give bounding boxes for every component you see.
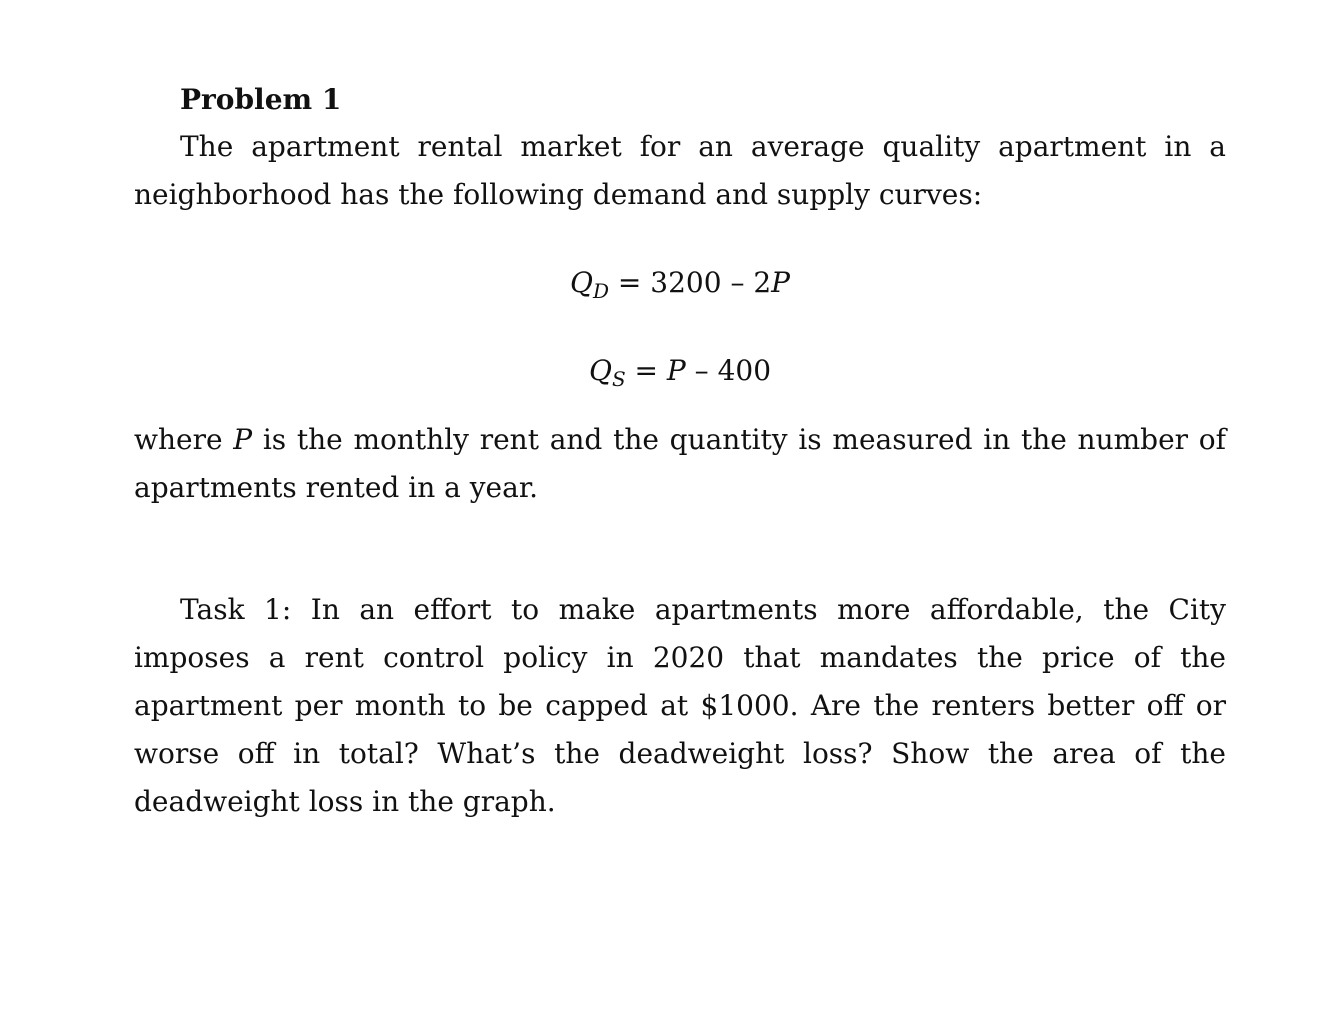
where-paragraph [134, 416, 1226, 512]
demand-subscript: D [592, 279, 610, 303]
supply-equation [0, 351, 1324, 391]
demand-p: P [771, 266, 790, 299]
where-var: P [233, 423, 253, 456]
supply-q: Q [588, 354, 612, 387]
demand-equation [0, 263, 1324, 303]
supply-subscript: S [611, 367, 626, 391]
intro-paragraph: The apartment rental market for an average quality apartment in a neighborhood has the following demand and supply curves: [134, 130, 1226, 211]
supply-p: P [666, 354, 686, 387]
task-paragraph: Task 1: In an effort to make apartments more affordable, the City imposes a rent control policy in 2020 that mandates the price of the apartment per month to be capped at $1000. Are the renters better off or worse off in total? What’s the deadweight loss? Show the area of the deadweight loss in the graph. [134, 593, 1226, 818]
problem-title: Problem 1 [180, 83, 342, 116]
supply-rhs: – 400 [685, 354, 772, 387]
demand-rhs: = 3200 – 2 [617, 266, 772, 299]
demand-q: Q [570, 266, 593, 299]
where-post: is the monthly rent and the quantity is measured in the number of apartments rented in a year. [134, 423, 1226, 504]
supply-eq: = [634, 354, 667, 387]
where-pre: where [134, 423, 234, 456]
